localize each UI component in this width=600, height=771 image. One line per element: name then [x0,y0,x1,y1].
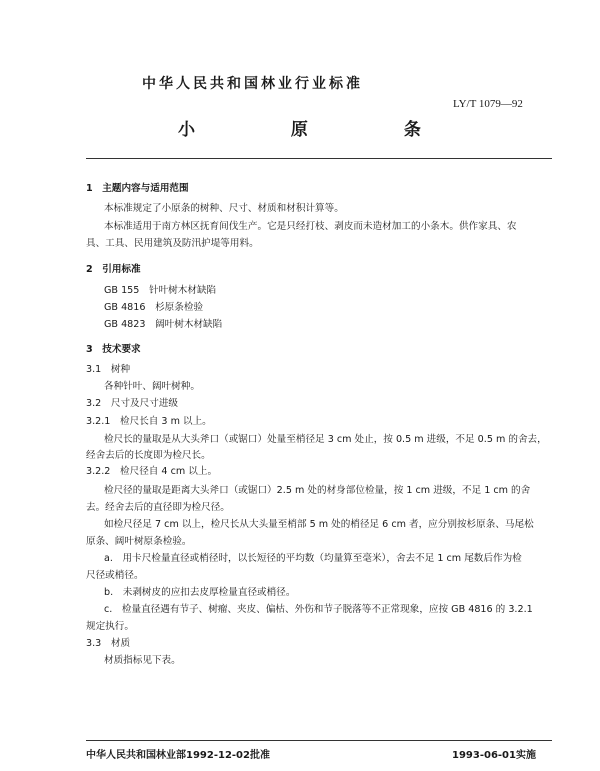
section-3-1-heading: 3.1 树种 [86,364,131,375]
section-3-2-1-heading: 3.2.1 检尺长自 3 m 以上。 [86,416,212,427]
standard-organization: 中华人民共和国林业行业标准 [142,76,363,92]
item-b: b. 未剥树皮的应扣去皮厚检量直径或梢径。 [104,587,296,598]
standard-code: LY/T 1079—92 [453,98,523,110]
section-3-2-2-paragraph-2-line-2: 原条、阔叶树原条检验。 [86,536,192,547]
implementation-date: 1993-06-01实施 [452,750,536,761]
section-3-heading: 3 技术要求 [86,344,141,355]
item-a-line-2: 尺径或梢径。 [86,570,144,581]
section-3-1-paragraph: 各种针叶、阔叶树种。 [104,381,200,392]
section-3-2-2-paragraph-1-line-1: 检尺径的量取是距离大头斧口（或锯口）2.5 m 处的材身部位检量，按 1 cm 进级，不足 1 cm 的舍 [104,485,531,496]
section-2-heading: 2 引用标准 [86,264,141,275]
section-3-2-1-paragraph-line-1: 检尺长的量取是从大头斧口（或锯口）处量至梢径足 3 cm 处止，按 0.5 m 进级，不足 0.5 m 的舍去， [104,434,547,445]
section-3-3-heading: 3.3 材质 [86,638,131,649]
section-1-paragraph-2-line-2: 具、工具、民用建筑及防汛护堤等用料。 [86,238,259,249]
section-3-2-2-paragraph-1-line-2: 去。经舍去后的直径即为检尺径。 [86,502,230,513]
document-title: 小 原 条 [178,120,466,140]
section-3-2-1-paragraph-line-2: 经舍去后的长度即为检尺长。 [86,450,211,461]
section-3-2-2-paragraph-2-line-1: 如检尺径足 7 cm 以上，检尺长从大头量至梢部 5 m 处的梢径足 6 cm 者，应分别按杉原条、马尾松 [104,519,534,530]
reference-gb155: GB 155 针叶树木材缺陷 [104,285,217,296]
header-divider [86,158,552,159]
reference-gb4823: GB 4823 阔叶树木材缺陷 [104,319,223,330]
section-1-paragraph-2-line-1: 本标准适用于南方林区抚育间伐生产。它是只经打枝、剥皮而未造材加工的小条木。供作家具、农 [104,221,517,232]
footer-divider [86,740,552,741]
section-3-2-2-heading: 3.2.2 检尺径自 4 cm 以上。 [86,466,218,477]
item-c-line-1: c. 检量直径遇有节子、树瘤、夹皮、偏枯、外伤和节子脱落等不正常现象，应按 GB 4816 的 3.2.1 [104,604,533,615]
section-1-heading: 1 主题内容与适用范围 [86,183,189,194]
section-3-2-heading: 3.2 尺寸及尺寸进级 [86,398,179,409]
reference-gb4816: GB 4816 杉原条检验 [104,302,204,313]
section-1-paragraph-1: 本标准规定了小原条的树种、尺寸、材质和材积计算等。 [104,203,344,214]
section-3-3-paragraph: 材质指标见下表。 [104,655,181,666]
item-c-line-2: 规定执行。 [86,621,134,632]
approval-statement: 中华人民共和国林业部1992-12-02批准 [86,750,270,761]
item-a-line-1: a. 用卡尺检量直径或梢径时，以长短径的平均数（均量算至毫米），舍去不足 1 cm 尾数后作为检 [104,553,522,564]
